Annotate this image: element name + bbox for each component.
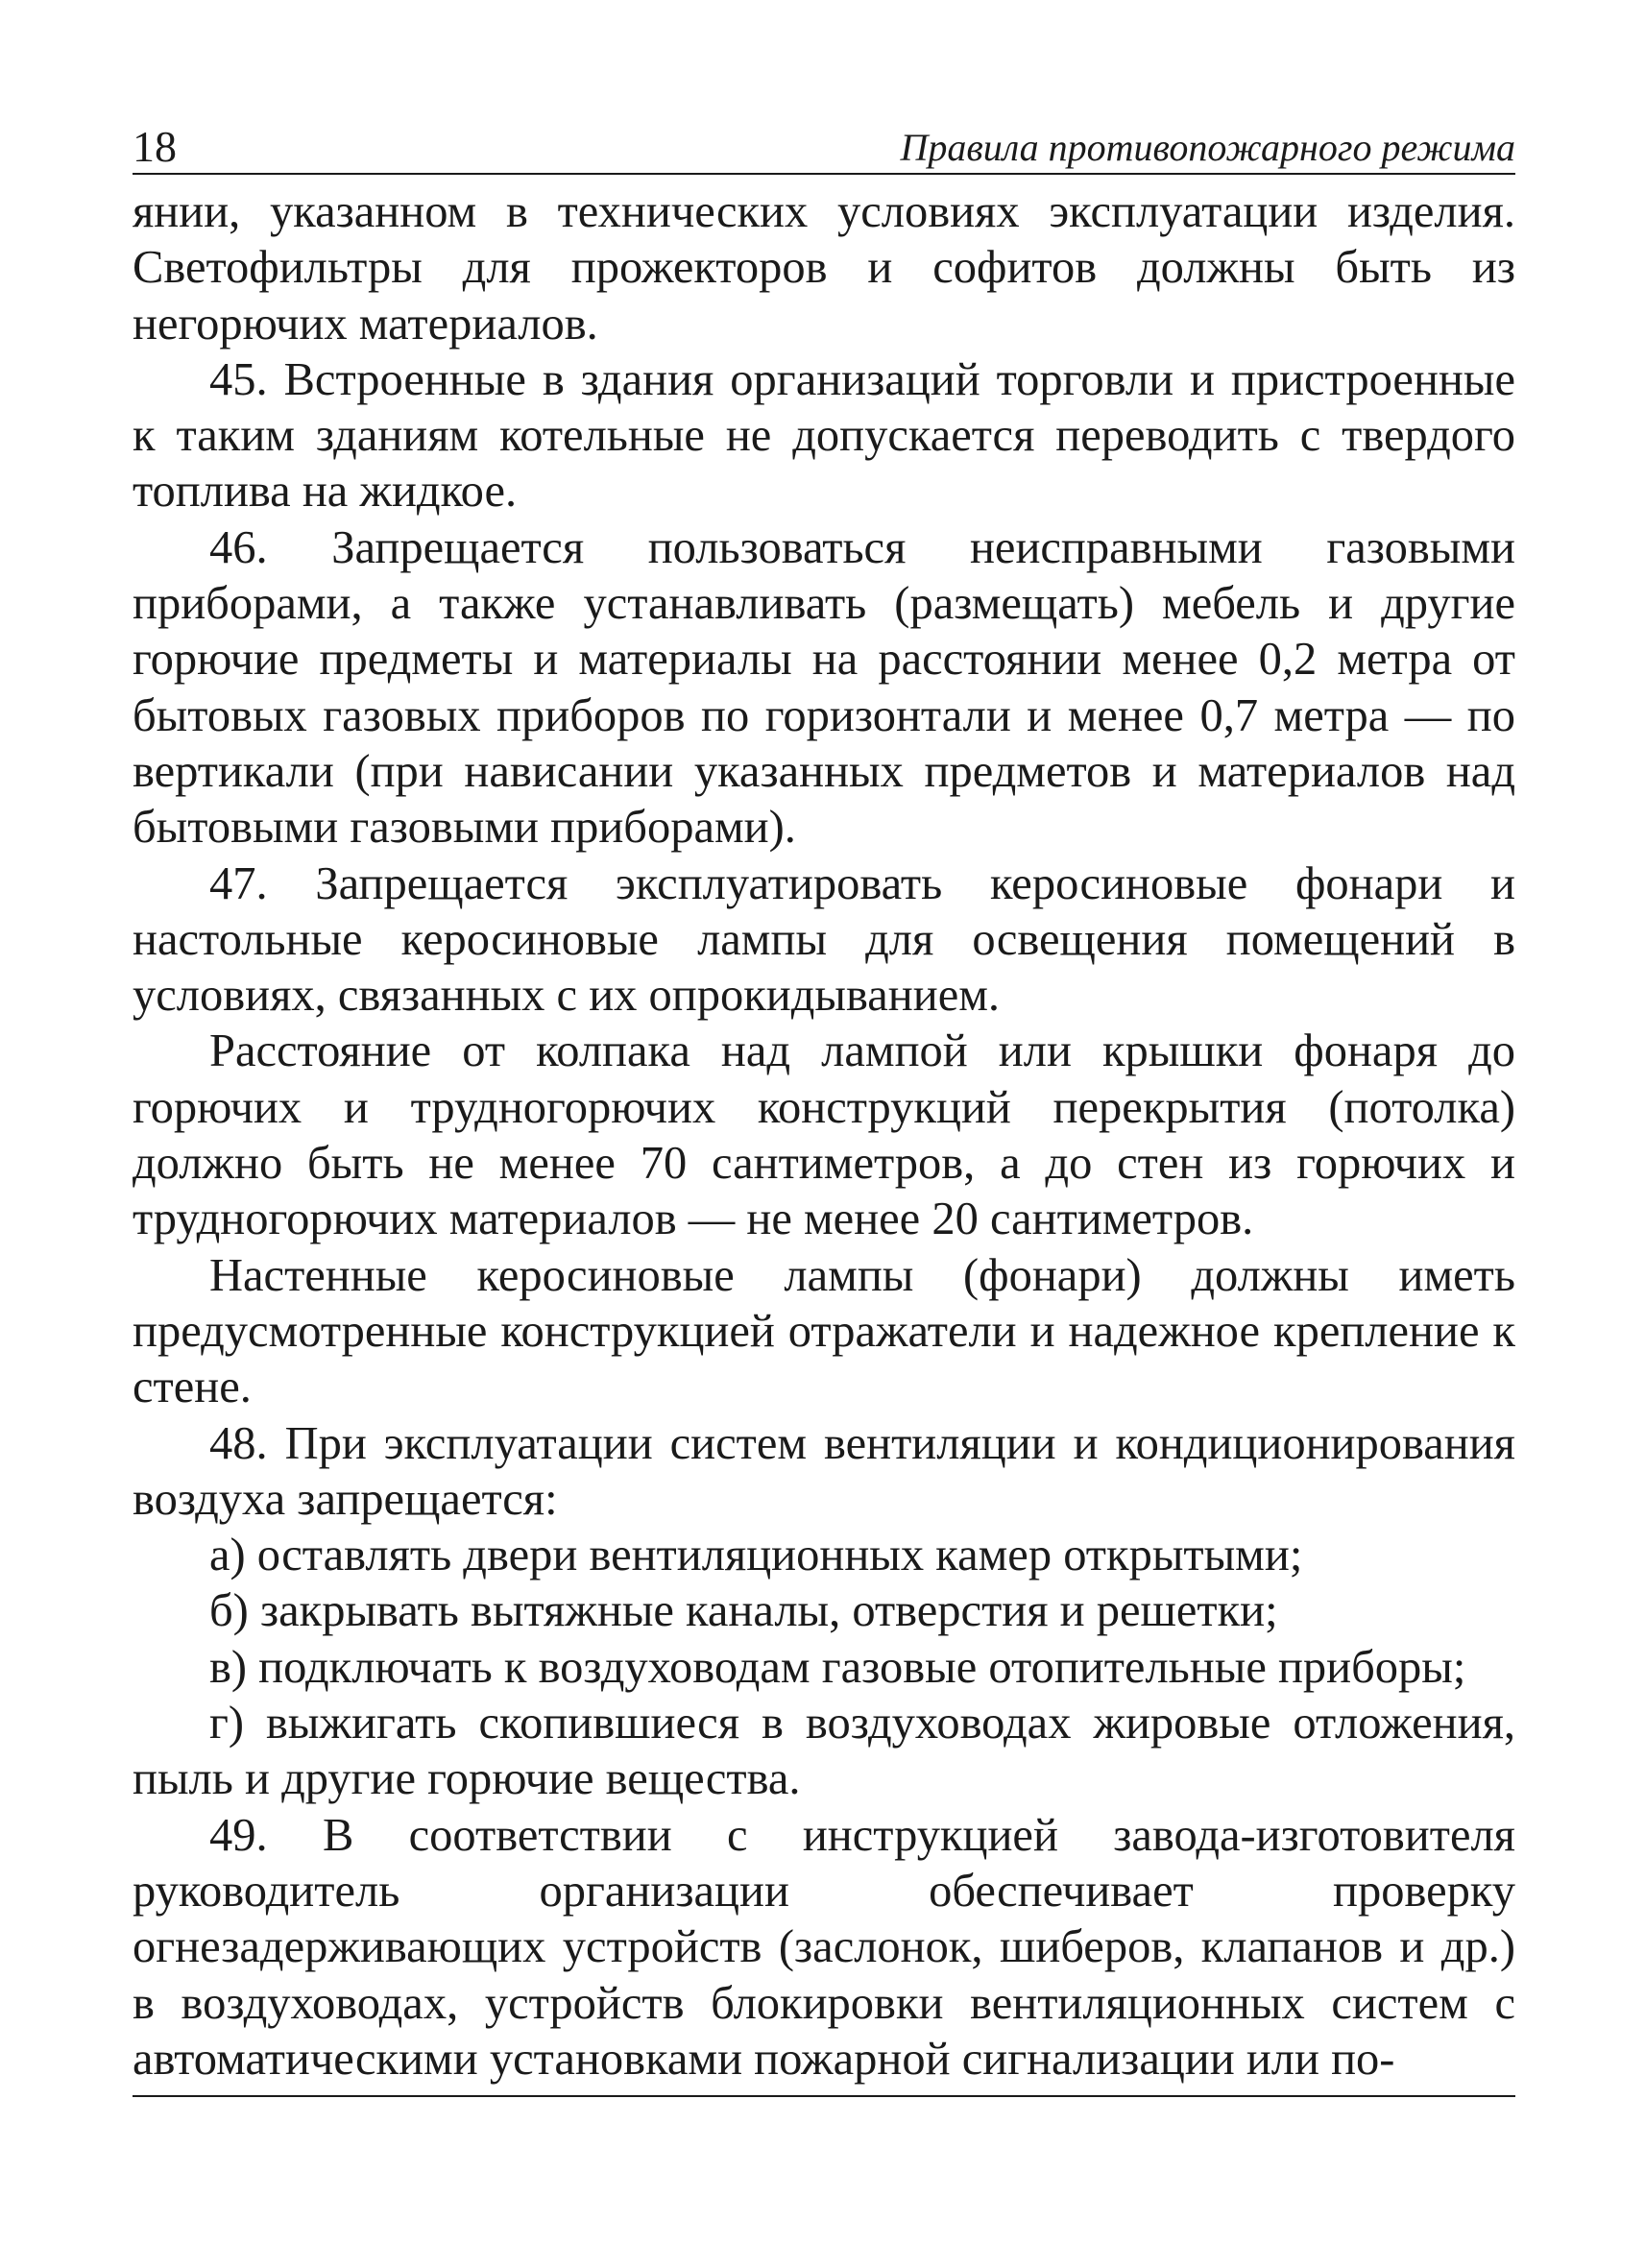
running-title: Правила противопожарного режима bbox=[900, 126, 1515, 169]
book-page bbox=[133, 115, 1515, 2087]
running-header bbox=[133, 115, 1515, 175]
paragraph-item-46: 46. Запрещается пользоваться неисправными газовыми приборами, а также устанавливать (размещать) мебель и другие горючие предметы и материалы на расстоянии менее 0,2 метра от бытовых газовых приборов по горизонтали и менее 0,7 метра — по вертикали (при нависании указанных предметов и материалов над бытовыми газовыми приборами). bbox=[133, 521, 1515, 854]
list-item-v: в) подключать к воздуховодам газовые отопительные приборы; bbox=[209, 1641, 1466, 1693]
bottom-rule bbox=[133, 2095, 1515, 2097]
paragraph-lamp-distance: Расстояние от колпака над лампой или крышки фонаря до горючих и трудногорючих конструкций перекрытия (потолка) должно быть не менее 70 сантиметров, а до стен из горючих и трудногорючих материалов — не менее 20 сантиметров. bbox=[133, 1025, 1515, 1245]
paragraph-wall-lamps: Настенные керосиновые лампы (фонари) должны иметь предусмотренные конструкцией отражатели и надежное крепление к стене. bbox=[133, 1249, 1515, 1413]
paragraph-item-45: 45. Встроенные в здания организаций торговли и пристроенные к таким зданиям котельные не допускается переводить с твердого топлива на жидкое. bbox=[133, 353, 1515, 518]
page-number: 18 bbox=[133, 122, 177, 171]
list-item-g: г) выжигать скопившиеся в воздуховодах жировые отложения, пыль и другие горючие вещества. bbox=[133, 1698, 1515, 1805]
body-text bbox=[133, 184, 1515, 2087]
list-item-b: б) закрывать вытяжные каналы, отверстия и решетки; bbox=[209, 1585, 1278, 1637]
paragraph-item-49: 49. В соответствии с инструкцией завода-изготовителя руководитель организации обеспечивает проверку огнезадерживающих устройств (заслонок, шиберов, клапанов и др.) в воздуховодах, устройств блокировки вентиляционных систем с автоматическими установками пожарной сигнализации или по- bbox=[133, 1809, 1515, 2085]
list-item-a: а) оставлять двери вентиляционных камер открытыми; bbox=[209, 1530, 1303, 1581]
paragraph-item-48: 48. При эксплуатации систем вентиляции и кондиционирования воздуха запрещается: bbox=[133, 1417, 1515, 1525]
paragraph-continuation: янии, указанном в технических условиях эксплуатации изделия. Светофильтры для прожекторов и софитов должны быть из негорючих материалов. bbox=[133, 186, 1515, 350]
paragraph-item-47: 47. Запрещается эксплуатировать керосиновые фонари и настольные керосиновые лампы для освещения помещений в условиях, связанных с их опрокидыванием. bbox=[133, 857, 1515, 1022]
